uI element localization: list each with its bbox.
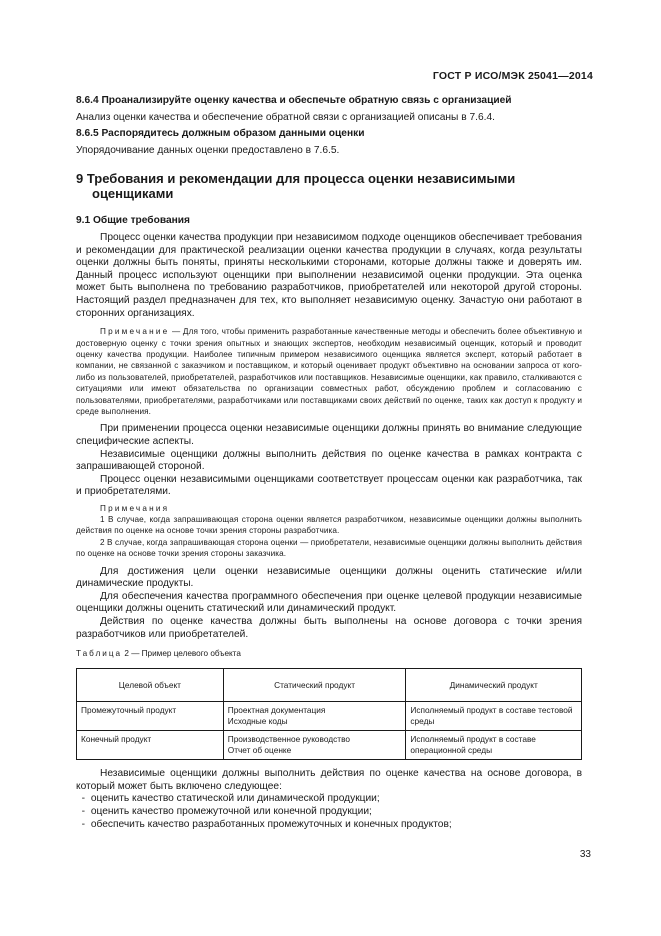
table-header-cell: Целевой объект [77, 669, 224, 702]
table-cell-target: Конечный продукт [77, 731, 224, 760]
page-number: 33 [579, 849, 591, 860]
section-8-6-5-heading: 8.6.5 Распорядитесь должным образом данными оценки [76, 128, 365, 140]
page-content [76, 95, 582, 831]
note-paragraph [76, 326, 582, 417]
list-item-text: обеспечить качество разработанных промежуточных и конечных продуктов; [90, 818, 452, 830]
paragraph-contract-includes: Независимые оценщики должны выполнить действия по оценке качества на основе договора, в который может быть включено следующее: [76, 768, 582, 792]
section-9-heading-line1: 9 Требования и рекомендации для процесса оценки независимыми [76, 171, 516, 187]
list-item-text: оценить качество статической или динамической продукции; [90, 793, 380, 805]
table-cell-static-line: Отчет об оценке [227, 745, 292, 756]
table-row [77, 702, 582, 731]
page-header: ГОСТ Р ИСО/МЭК 25041—2014 [432, 70, 593, 82]
table-cell-static-line: Проектная документация [227, 705, 326, 716]
list-item: - обеспечить качество разработанных промежуточных и конечных продуктов; [76, 818, 452, 830]
section-9-heading-line2: оценщиками [92, 186, 174, 202]
section-8-6-4-text: Анализ оценки качества и обеспечение обратной связи с организацией описаны в 7.6.4. [76, 111, 495, 123]
table-cell-static [223, 731, 406, 760]
table-cell-dynamic: Исполняемый продукт в составе тестовой среды [406, 702, 582, 731]
table-caption-text: 2 — Пример целевого объекта [122, 649, 241, 659]
table-caption-label: Таблица [76, 649, 123, 659]
target-object-table [76, 668, 582, 760]
table-cell-static [223, 702, 406, 731]
table-header-cell: Статический продукт [223, 669, 406, 702]
table-header-row [77, 669, 582, 702]
section-8-6-5-text: Упорядочивание данных оценки предоставлено в 7.6.5. [76, 144, 340, 156]
table-cell-static-line: Исходные коды [227, 716, 288, 727]
paragraph-goal: Для достижения цели оценки независимые оценщики должны оценить статические и/или динамические продукты. [76, 565, 582, 590]
bullet-list [76, 793, 582, 831]
section-8-6-4-heading: 8.6.4 Проанализируйте оценку качества и обеспечьте обратную связь с организацией [76, 95, 512, 106]
paragraph-contract: Независимые оценщики должны выполнить действия по оценке качества в рамках контракта с запрашивающей стороной. [76, 448, 582, 473]
paragraph-aspects: При применении процесса оценки независимые оценщики должны принять во внимание следующие специфические аспекты. [76, 423, 582, 447]
section-9-1-heading: 9.1 Общие требования [76, 215, 190, 227]
notes-label: Примечания [100, 503, 170, 513]
note-1: 1 В случае, когда запрашивающая сторона оценки является разработчиком, независимые оценщики должны выполнить действия по оценке на основе точки зрения стороны разработчика. [76, 514, 582, 536]
note-2: 2 В случае, когда запрашивающая сторона оценки — приобретатели, независимые оценщики должны выполнить действия по оценке на основе точки зрения стороны заказчика. [76, 537, 582, 559]
table-header-cell: Динамический продукт [406, 669, 582, 702]
table-cell-dynamic: Исполняемый продукт в составе операционной среды [406, 731, 582, 760]
note-text: — Для того, чтобы применить разработанные качественные методы и обеспечить более объективную и достоверную оценку с точки зрения опытных и знающих экспертов, необходим независимый оценщик, который и проводит оценку качества продукции. Наиболее типичным примером независимого оценщика является эксперт, который работает в компании, не связанной с заказчиком и поставщиком, и который оценивает продукт объективно на основании запроса от кого-либо из пользователей, приобретателей, разработчиков или поставщиков. Независимые оценщики, как правило, сталкиваются с ситуациями или имеют обязательства по организации совместных работ, обсуждению проблем и согласованию с пользователями, приобретателями, разработчиками или поставщиками своих действий по оценке, таких как доступ к продукту и среде выполнения. [76, 327, 582, 416]
table-row [77, 731, 582, 760]
section-9-heading [76, 171, 582, 201]
paragraph-process: Процесс оценки независимыми оценщиками соответствует процессам оценки как разработчика, так и приобретателями. [76, 473, 582, 498]
table-cell-static-line: Производственное руководство [227, 734, 350, 745]
list-item: - оценить качество промежуточной или конечной продукции; [76, 805, 372, 817]
table-cell-target: Промежуточный продукт [77, 702, 224, 731]
note-label: Примечание [100, 327, 170, 337]
list-item: - оценить качество статической или динамической продукции; [76, 793, 380, 805]
section-9-1-paragraph: Процесс оценки качества продукции при независимом подходе оценщиков обеспечивает требования и рекомендации для практической реализации оценки качества продукции в случаях, когда результаты оценки должны быть поняты, приняты несколькими сторонами, которые должны также и доверять им. Данный процесс используют оценщики при выполнении независимой оценки продукции. Эта оценка может быть выполнена по требованию разработчиков, приобретателей или некоторой другой стороны. Настоящий раздел предназначен для тех, кто выполняет независимую оценку. Зачастую они работают в сторонних организациях. [76, 231, 582, 319]
paragraph-software-quality: Для обеспечения качества программного обеспечения при оценке целевой продукции независимые оценщики должны оценить статический или динамический продукт. [76, 590, 582, 615]
table-caption [76, 649, 582, 658]
list-item-text: оценить качество промежуточной или конечной продукции; [90, 805, 372, 817]
paragraph-contract-basis: Действия по оценке качества должны быть выполнены на основе договора с точки зрения разработчиков или приобретателей. [76, 615, 582, 640]
